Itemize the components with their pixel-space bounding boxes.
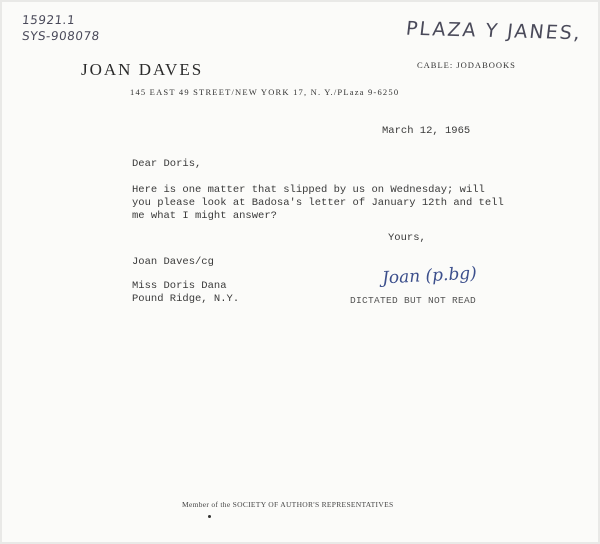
body-line: Here is one matter that slipped by us on Wednesday; will	[132, 184, 485, 196]
letter-closing: Yours,	[388, 232, 426, 244]
dictated-note: DICTATED BUT NOT READ	[350, 295, 477, 306]
letterhead-cable: CABLE: JODABOOKS	[417, 60, 516, 70]
footer-dot	[208, 515, 211, 518]
body-line: you please look at Badosa's letter of January 12th and tell	[132, 197, 504, 209]
letterhead-address: 145 EAST 49 STREET/NEW YORK 17, N. Y./PLaza 9-6250	[130, 87, 400, 97]
reference-line: SYS-908078	[21, 29, 101, 43]
handwritten-signature: Joan (p.bg)	[381, 263, 478, 289]
body-line: me what I might answer?	[132, 210, 277, 222]
recipient-address	[132, 280, 239, 306]
letter-salutation: Dear Doris,	[132, 158, 202, 170]
footer-membership: Member of the SOCIETY OF AUTHOR'S REPRESENTATIVES	[182, 500, 394, 509]
recipient-line: Pound Ridge, N.Y.	[132, 293, 240, 305]
reference-line: 15921.1	[21, 13, 76, 27]
letter-initials: Joan Daves/cg	[132, 256, 214, 268]
letterhead-name: JOAN DAVES	[81, 60, 204, 79]
letter-body	[132, 184, 504, 223]
recipient-line: Miss Doris Dana	[132, 280, 227, 292]
handwritten-reference-numbers	[22, 12, 100, 44]
handwritten-publisher-note: PLAZA Y JANES,	[404, 17, 583, 45]
letter-page	[2, 2, 598, 542]
letter-date: March 12, 1965	[382, 125, 471, 137]
